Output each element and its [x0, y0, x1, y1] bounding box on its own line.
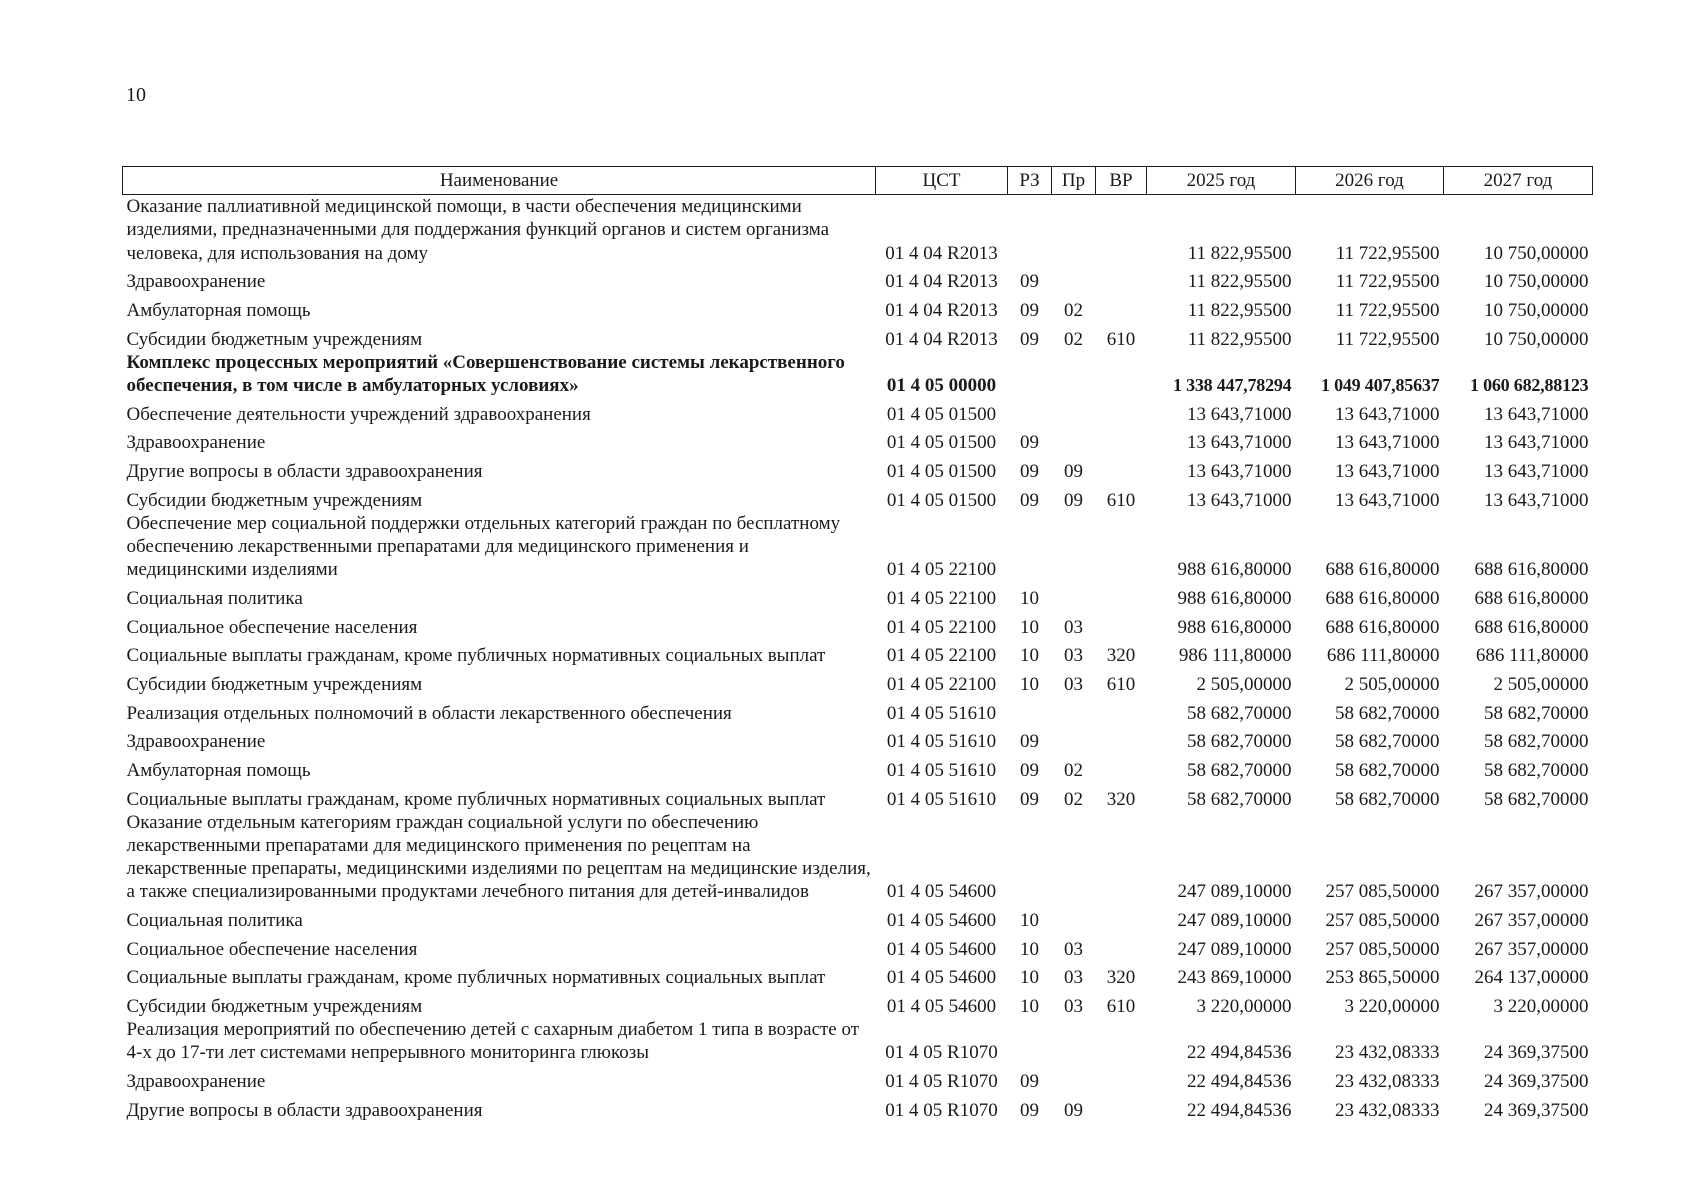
cell-cst: 01 4 04 R2013: [885, 328, 998, 350]
cell-2026: 23 432,08333: [1335, 1071, 1440, 1093]
table-row: [123, 397, 1593, 426]
table-row: [123, 639, 1593, 668]
cell-rz: [1008, 1018, 1052, 1064]
cell-2025: 1 338 447,78294: [1172, 375, 1292, 396]
cell-name: Социальные выплаты гражданам, кроме публичных нормативных социальных выплат: [126, 788, 826, 810]
cell-cst: 01 4 05 R1070: [885, 1042, 998, 1064]
cell-2026: 11 722,95500: [1335, 242, 1440, 264]
cell-name: Социальное обеспечение населения: [126, 938, 418, 960]
cell-rz: 09: [1020, 731, 1039, 753]
cell-2026: 11 722,95500: [1335, 271, 1440, 293]
cell-vr: [1096, 351, 1147, 397]
table-header: [123, 167, 1593, 195]
cell-vr: [1096, 696, 1147, 725]
cell-2025: 243 869,10000: [1177, 967, 1292, 989]
cell-cst: 01 4 05 01500: [886, 489, 997, 511]
cell-rz: 09: [1020, 760, 1039, 781]
cell-2026: 686 111,80000: [1326, 645, 1440, 667]
cell-2027: 10 750,00000: [1484, 271, 1589, 293]
cell-2027: 58 682,70000: [1484, 760, 1589, 781]
cell-2027: 24 369,37500: [1484, 1099, 1589, 1121]
table-row: [123, 322, 1593, 351]
cell-2026: 11 722,95500: [1335, 328, 1440, 350]
cell-name: Оказание отдельным категориям граждан социальной услуги по обеспечению лекарственными препаратами для медицинского применения по рецептам на лекарственные препараты, медицинскими изделиями по рецептам на медицинские изделия, а также специализированными продуктами лечебного питания для детей-инвалидов: [126, 811, 871, 903]
cell-2026: 58 682,70000: [1335, 702, 1440, 724]
cell-rz: 09: [1020, 1099, 1039, 1121]
table-row: [123, 725, 1593, 754]
cell-2026: 13 643,71000: [1335, 460, 1440, 482]
cell-vr: [1096, 753, 1147, 782]
cell-2027: 10 750,00000: [1484, 299, 1589, 321]
cell-name: Субсидии бюджетным учреждениям: [126, 489, 423, 511]
cell-2026: 23 432,08333: [1335, 1042, 1440, 1064]
cell-2027: 24 369,37500: [1484, 1042, 1589, 1064]
cell-2027: 13 643,71000: [1484, 403, 1589, 425]
cell-name: Субсидии бюджетным учреждениям: [126, 673, 423, 695]
cell-pr: 03: [1064, 673, 1083, 695]
cell-vr: [1096, 1093, 1147, 1122]
cell-2025: 11 822,95500: [1187, 328, 1292, 350]
cell-pr: [1052, 195, 1096, 265]
cell-2025: 22 494,84536: [1187, 1042, 1292, 1064]
cell-rz: 09: [1020, 299, 1039, 321]
cell-2025: 58 682,70000: [1187, 702, 1292, 724]
header-row: [123, 167, 1593, 195]
cell-2026: 253 865,50000: [1325, 967, 1440, 989]
cell-rz: 10: [1020, 910, 1039, 932]
cell-name: Социальные выплаты гражданам, кроме публичных нормативных социальных выплат: [126, 967, 826, 989]
cell-name: Здравоохранение: [126, 731, 266, 753]
cell-vr: 320: [1106, 645, 1136, 667]
cell-cst: 01 4 05 R1070: [885, 1071, 998, 1093]
cell-rz: [1008, 811, 1052, 904]
cell-2026: 13 643,71000: [1335, 403, 1440, 425]
cell-2026: 23 432,08333: [1335, 1099, 1440, 1121]
cell-vr: 610: [1106, 328, 1136, 350]
cell-cst: 01 4 05 22100: [886, 559, 997, 581]
cell-2025: 58 682,70000: [1187, 760, 1292, 781]
cell-rz: 10: [1020, 587, 1039, 609]
cell-2025: 247 089,10000: [1177, 881, 1292, 903]
cell-2026: 58 682,70000: [1335, 731, 1440, 753]
cell-name: Здравоохранение: [126, 1071, 266, 1093]
cell-name: Здравоохранение: [126, 432, 266, 454]
header-2025: 2025 год: [1147, 167, 1296, 195]
cell-rz: 10: [1020, 616, 1039, 638]
table-row: [123, 581, 1593, 610]
cell-cst: 01 4 05 54600: [886, 967, 997, 989]
table-row: [123, 195, 1593, 265]
cell-pr: 03: [1064, 967, 1083, 989]
cell-cst: 01 4 05 R1070: [885, 1099, 998, 1121]
table-row: [123, 696, 1593, 725]
cell-pr: 03: [1064, 645, 1083, 667]
cell-2027: 13 643,71000: [1484, 489, 1589, 511]
cell-vr: [1096, 1065, 1147, 1094]
table-row: [123, 265, 1593, 294]
cell-pr: [1052, 811, 1096, 904]
cell-2025: 988 616,80000: [1177, 616, 1292, 638]
table-row: [123, 1093, 1593, 1122]
cell-2026: 58 682,70000: [1335, 788, 1440, 810]
cell-rz: 09: [1020, 271, 1039, 293]
cell-2026: 13 643,71000: [1335, 432, 1440, 454]
cell-name: Здравоохранение: [126, 271, 266, 293]
cell-name: Амбулаторная помощь: [126, 299, 311, 321]
cell-cst: 01 4 05 54600: [886, 938, 997, 960]
cell-2025: 13 643,71000: [1187, 403, 1292, 425]
cell-pr: 03: [1064, 996, 1083, 1018]
cell-rz: 09: [1020, 788, 1039, 810]
cell-rz: 10: [1020, 938, 1039, 960]
table-row: [123, 293, 1593, 322]
cell-vr: [1096, 581, 1147, 610]
cell-2026: 257 085,50000: [1325, 938, 1440, 960]
table-row: [123, 782, 1593, 811]
table-row: [123, 932, 1593, 961]
cell-2027: 10 750,00000: [1484, 242, 1589, 264]
cell-2027: 267 357,00000: [1474, 938, 1589, 960]
cell-rz: [1008, 696, 1052, 725]
cell-2025: 11 822,95500: [1187, 299, 1292, 321]
cell-vr: [1096, 904, 1147, 933]
table-row: [123, 1018, 1593, 1064]
cell-pr: [1052, 512, 1096, 582]
cell-2027: 13 643,71000: [1484, 460, 1589, 482]
cell-vr: 610: [1106, 673, 1136, 695]
cell-2025: 988 616,80000: [1177, 559, 1292, 581]
cell-name: Реализация отдельных полномочий в области лекарственного обеспечения: [126, 702, 732, 724]
cell-2027: 688 616,80000: [1474, 616, 1589, 638]
cell-cst: 01 4 04 R2013: [885, 271, 998, 293]
cell-vr: 320: [1106, 788, 1136, 810]
cell-pr: 02: [1064, 760, 1083, 781]
table-row: [123, 961, 1593, 990]
cell-2026: 2 505,00000: [1344, 673, 1440, 695]
cell-name: Реализация мероприятий по обеспечению детей с сахарным диабетом 1 типа в возрасте от 4-х до 17-ти лет системами непрерывного мониторинга глюкозы: [126, 1019, 860, 1064]
cell-name: Оказание паллиативной медицинской помощи, в части обеспечения медицинскими изделиями, предназначенными для поддержания функций органов и систем организма человека, для использования на дому: [126, 196, 830, 264]
cell-name: Другие вопросы в области здравоохранения: [126, 460, 483, 482]
cell-pr: [1052, 581, 1096, 610]
cell-2026: 13 643,71000: [1335, 489, 1440, 511]
cell-name: Обеспечение мер социальной поддержки отдельных категорий граждан по бесплатному обеспечению лекарственными препаратами для медицинского применения и медицинскими изделиями: [126, 512, 841, 581]
cell-rz: 10: [1020, 996, 1039, 1018]
table-row: [123, 483, 1593, 512]
table-row: [123, 512, 1593, 582]
cell-2025: 58 682,70000: [1187, 731, 1292, 753]
cell-cst: 01 4 04 R2013: [885, 299, 998, 321]
cell-vr: [1096, 454, 1147, 483]
cell-pr: 03: [1064, 938, 1083, 960]
cell-2027: 3 220,00000: [1493, 996, 1589, 1018]
cell-pr: [1052, 265, 1096, 294]
cell-vr: [1096, 610, 1147, 639]
cell-rz: 10: [1020, 673, 1039, 695]
cell-pr: 09: [1064, 460, 1083, 482]
cell-2025: 2 505,00000: [1196, 673, 1292, 695]
cell-vr: [1096, 811, 1147, 904]
cell-2025: 11 822,95500: [1187, 242, 1292, 264]
cell-name: Амбулаторная помощь: [126, 760, 311, 781]
cell-name: Субсидии бюджетным учреждениям: [126, 996, 423, 1018]
cell-cst: 01 4 05 22100: [886, 645, 997, 667]
cell-cst: 01 4 05 22100: [886, 587, 997, 609]
header-pr: Пр: [1052, 167, 1096, 195]
cell-rz: 09: [1020, 432, 1039, 454]
cell-rz: [1008, 351, 1052, 397]
cell-rz: 09: [1020, 460, 1039, 482]
cell-pr: [1052, 1018, 1096, 1064]
cell-rz: 09: [1020, 328, 1039, 350]
cell-pr: 03: [1064, 616, 1083, 638]
cell-2027: 686 111,80000: [1475, 645, 1589, 667]
cell-2027: 58 682,70000: [1484, 788, 1589, 810]
header-vr: ВР: [1096, 167, 1147, 195]
cell-2027: 13 643,71000: [1484, 432, 1589, 454]
cell-2026: 3 220,00000: [1344, 996, 1440, 1018]
cell-cst: 01 4 05 22100: [886, 616, 997, 638]
cell-cst: 01 4 05 51610: [886, 731, 997, 753]
table-row: [123, 753, 1593, 782]
cell-2026: 688 616,80000: [1325, 587, 1440, 609]
cell-2027: 1 060 682,88123: [1469, 375, 1589, 396]
cell-2025: 986 111,80000: [1178, 645, 1292, 667]
cell-2027: 688 616,80000: [1474, 587, 1589, 609]
cell-cst: 01 4 05 54600: [886, 996, 997, 1018]
table-body: [123, 195, 1593, 1122]
cell-name: Субсидии бюджетным учреждениям: [126, 328, 423, 350]
cell-cst: 01 4 05 54600: [886, 910, 997, 932]
table-row: [123, 811, 1593, 904]
budget-table: [122, 166, 1593, 1122]
cell-rz: [1008, 397, 1052, 426]
cell-2025: 13 643,71000: [1187, 460, 1292, 482]
header-2027: 2027 год: [1444, 167, 1593, 195]
cell-2025: 22 494,84536: [1187, 1099, 1292, 1121]
cell-2027: 24 369,37500: [1484, 1071, 1589, 1093]
header-2026: 2026 год: [1296, 167, 1444, 195]
cell-cst: 01 4 05 01500: [886, 460, 997, 482]
cell-vr: [1096, 397, 1147, 426]
cell-pr: [1052, 1065, 1096, 1094]
cell-vr: [1096, 426, 1147, 455]
cell-name: Социальные выплаты гражданам, кроме публичных нормативных социальных выплат: [126, 645, 826, 667]
cell-2027: 267 357,00000: [1474, 910, 1589, 932]
header-rz: РЗ: [1008, 167, 1052, 195]
table-row: [123, 454, 1593, 483]
cell-rz: 10: [1020, 645, 1039, 667]
cell-cst: 01 4 04 R2013: [885, 242, 998, 264]
cell-pr: 09: [1064, 489, 1083, 511]
cell-2027: 58 682,70000: [1484, 731, 1589, 753]
cell-vr: 610: [1106, 489, 1136, 511]
cell-2027: 267 357,00000: [1474, 881, 1589, 903]
cell-pr: 02: [1064, 328, 1083, 350]
cell-name: Социальное обеспечение населения: [126, 616, 418, 638]
cell-rz: 09: [1020, 489, 1039, 511]
cell-pr: 02: [1064, 299, 1083, 321]
header-name: Наименование: [123, 167, 876, 195]
cell-pr: 02: [1064, 788, 1083, 810]
cell-2027: 2 505,00000: [1493, 673, 1589, 695]
table-row: [123, 904, 1593, 933]
cell-pr: 09: [1064, 1099, 1083, 1121]
cell-2026: 11 722,95500: [1335, 299, 1440, 321]
table-row: [123, 610, 1593, 639]
cell-name: Комплекс процессных мероприятий «Совершенствование системы лекарственного обеспечения, в том числе в амбулаторных условиях»: [126, 351, 845, 396]
cell-vr: [1096, 1018, 1147, 1064]
cell-rz: 10: [1020, 967, 1039, 989]
cell-vr: [1096, 265, 1147, 294]
cell-2026: 688 616,80000: [1325, 616, 1440, 638]
cell-2026: 1 049 407,85637: [1320, 375, 1440, 396]
cell-cst: 01 4 05 22100: [886, 673, 997, 695]
table-row: [123, 351, 1593, 397]
cell-cst: 01 4 05 51610: [886, 788, 997, 810]
cell-2026: 58 682,70000: [1335, 760, 1440, 781]
cell-rz: 09: [1020, 1071, 1039, 1093]
cell-2027: 10 750,00000: [1484, 328, 1589, 350]
cell-2025: 13 643,71000: [1187, 432, 1292, 454]
cell-rz: [1008, 512, 1052, 582]
cell-2027: 688 616,80000: [1474, 559, 1589, 581]
cell-2025: 11 822,95500: [1187, 271, 1292, 293]
cell-pr: [1052, 696, 1096, 725]
cell-vr: [1096, 512, 1147, 582]
cell-2027: 264 137,00000: [1474, 967, 1589, 989]
cell-vr: 610: [1106, 996, 1136, 1018]
cell-cst: 01 4 05 51610: [886, 760, 997, 781]
cell-vr: [1096, 725, 1147, 754]
cell-2025: 247 089,10000: [1177, 938, 1292, 960]
cell-name: Другие вопросы в области здравоохранения: [126, 1099, 483, 1121]
cell-cst: 01 4 05 01500: [886, 403, 997, 425]
cell-2026: 257 085,50000: [1325, 881, 1440, 903]
cell-cst: 01 4 05 00000: [886, 374, 997, 396]
cell-name: Социальная политика: [126, 587, 303, 609]
cell-vr: 320: [1106, 967, 1136, 989]
cell-pr: [1052, 725, 1096, 754]
cell-2026: 688 616,80000: [1325, 559, 1440, 581]
cell-rz: [1008, 195, 1052, 265]
cell-2025: 22 494,84536: [1187, 1071, 1292, 1093]
table-row: [123, 667, 1593, 696]
cell-2027: 58 682,70000: [1484, 702, 1589, 724]
cell-2025: 13 643,71000: [1187, 489, 1292, 511]
cell-cst: 01 4 05 51610: [886, 702, 997, 724]
cell-name: Обеспечение деятельности учреждений здравоохранения: [126, 403, 591, 425]
cell-pr: [1052, 904, 1096, 933]
cell-2025: 247 089,10000: [1177, 910, 1292, 932]
cell-2025: 988 616,80000: [1177, 587, 1292, 609]
cell-pr: [1052, 351, 1096, 397]
cell-vr: [1096, 293, 1147, 322]
cell-cst: 01 4 05 54600: [886, 881, 997, 903]
header-cst: ЦСТ: [876, 167, 1008, 195]
cell-2025: 58 682,70000: [1187, 788, 1292, 810]
cell-2025: 3 220,00000: [1196, 996, 1292, 1018]
table-row: [123, 426, 1593, 455]
cell-cst: 01 4 05 01500: [886, 432, 997, 454]
table-row: [123, 1065, 1593, 1094]
page-number: 10: [126, 84, 146, 106]
cell-vr: [1096, 932, 1147, 961]
cell-name: Социальная политика: [126, 910, 303, 932]
cell-pr: [1052, 426, 1096, 455]
cell-vr: [1096, 195, 1147, 265]
table-row: [123, 990, 1593, 1019]
cell-pr: [1052, 397, 1096, 426]
cell-2026: 257 085,50000: [1325, 910, 1440, 932]
